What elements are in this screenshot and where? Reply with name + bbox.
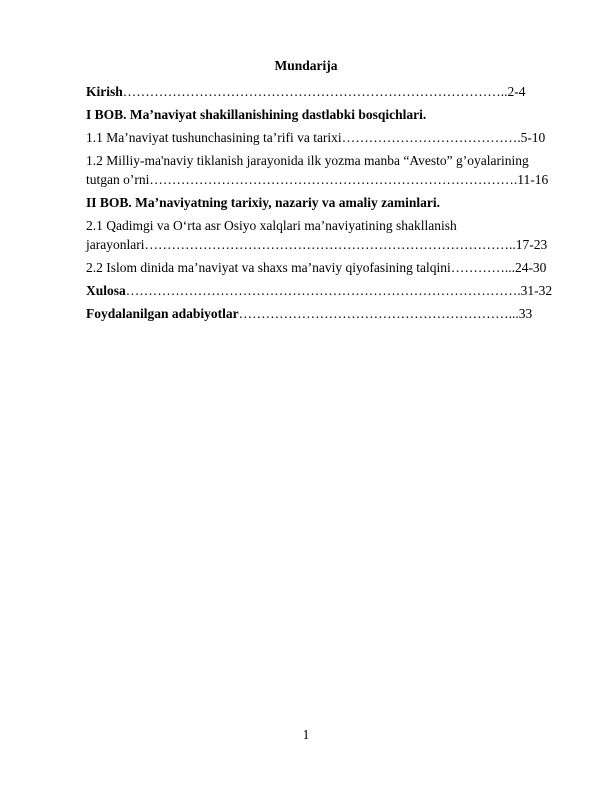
toc-page-range: 2-4 <box>507 84 526 99</box>
toc-page-range: 11-16 <box>517 172 549 187</box>
toc-entry-introduction <box>86 82 570 101</box>
toc-chapter-2-heading <box>86 193 570 212</box>
toc-page-range: 5-10 <box>520 130 546 145</box>
toc-line <box>86 258 570 277</box>
page-number: 1 <box>302 727 310 742</box>
toc-line <box>86 170 570 189</box>
toc-chapter-1-heading <box>86 105 570 124</box>
toc-label: jarayonlari <box>86 237 145 252</box>
toc-entry-1-1 <box>86 128 570 147</box>
toc-leader-dots: ………………………………………………………………………….. <box>122 84 508 99</box>
toc-line <box>86 304 570 323</box>
toc-label: Kirish <box>86 84 123 99</box>
toc-entry-2-1 <box>86 216 570 254</box>
toc-label: 1.1 Ma’naviyat tushunchasining ta’rifi va tarixi <box>86 130 342 145</box>
toc-entry-conclusion <box>86 281 570 300</box>
toc-line <box>86 82 570 101</box>
toc-label: tutgan o’rni <box>86 172 150 187</box>
toc-label-first-line: 2.1 Qadimgi va O‘rta asr Osiyo xalqlari ma’naviyatining shakllanish <box>86 218 457 233</box>
toc-leader-dots: ……………………………………………………………………….. <box>144 237 516 252</box>
toc-leader-dots: ……………………………………………………………………………. <box>125 283 521 298</box>
toc-label: Foydalanilgan adabiyotlar <box>86 306 239 321</box>
toc-line <box>86 281 570 300</box>
toc-heading-text: I BOB. Ma’naviyat shakillanishining dastlabki bosqichlari. <box>86 107 427 122</box>
toc-label: 2.2 Islom dinida ma’naviyat va shaxs ma’naviy qiyofasining talqini <box>86 260 451 275</box>
toc-label-first-line: 1.2 Milliy-ma'naviy tiklanish jarayonida ilk yozma manba “Avesto” g’oyalarining <box>86 153 529 168</box>
toc-line <box>86 128 570 147</box>
toc-entry-1-2 <box>86 151 570 189</box>
toc-page-range: 17-23 <box>515 237 548 252</box>
toc-page-range: 24-30 <box>514 260 547 275</box>
toc-heading-text: II BOB. Ma’naviyatning tarixiy, nazariy va amaliy zaminlari. <box>86 195 440 210</box>
toc-page-range: 31-32 <box>520 283 553 298</box>
toc-label: Xulosa <box>86 283 126 298</box>
toc-leader-dots: ………………………………………………………………………. <box>149 172 518 187</box>
toc-line <box>86 235 570 254</box>
table-of-contents <box>86 82 570 327</box>
toc-leader-dots: …………………………………. <box>341 130 521 145</box>
document-title: Mundarija <box>274 58 338 73</box>
toc-leader-dots: …………... <box>450 260 515 275</box>
toc-page-range: 33 <box>518 306 533 321</box>
toc-entry-references <box>86 304 570 323</box>
toc-leader-dots: ……………………………………………………... <box>238 306 519 321</box>
toc-entry-2-2 <box>86 258 570 277</box>
